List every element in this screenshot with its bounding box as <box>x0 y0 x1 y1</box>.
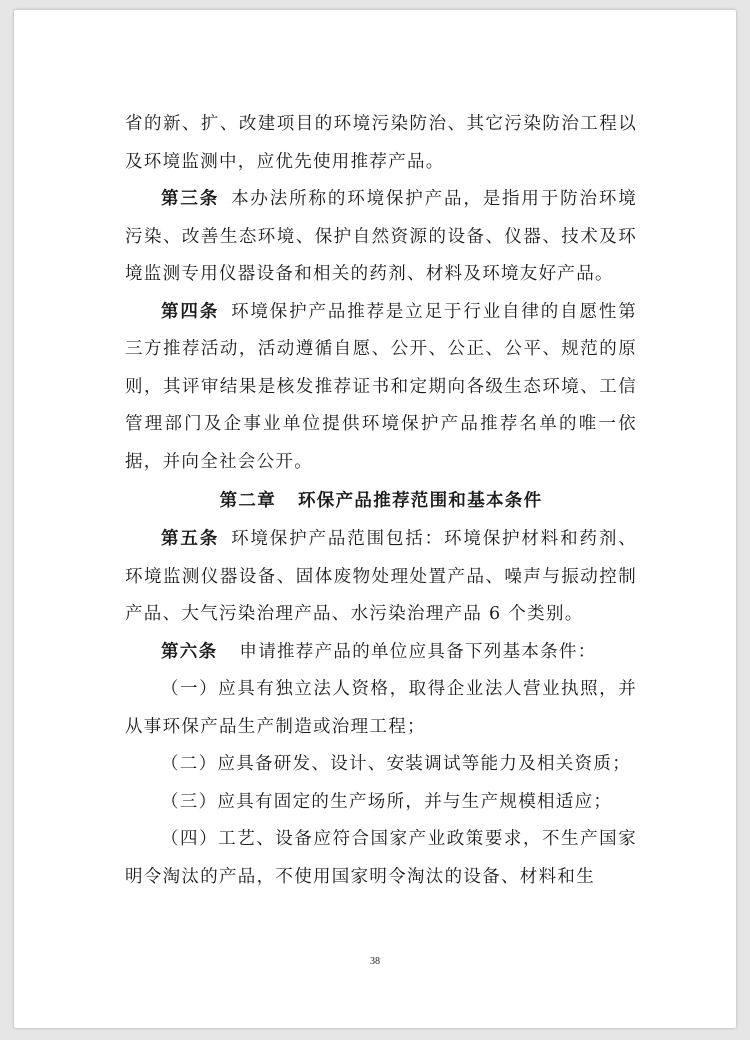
chapter-2-number: 第二章 <box>219 491 276 511</box>
article-3-paragraph <box>125 181 637 294</box>
article-4-text: 环境保护产品推荐是立足于行业自律的自愿性第三方推荐活动，活动遵循自愿、公开、公正、公平、规范的原则，其评审结果是核发推荐证书和定期向各级生态环境、工信管理部门及企事业单位提供环境保护产品推荐名单的唯一依据，并向全社会公开。 <box>125 301 637 472</box>
article-6-paragraph <box>125 634 637 672</box>
article-5-text: 环境保护产品范围包括：环境保护材料和药剂、环境监测仪器设备、固体废物处理处置产品、噪声与振动控制产品、大气污染治理产品、水污染治理产品 6 个类别。 <box>125 529 637 624</box>
article-6-text: 申请推荐产品的单位应具备下列基本条件： <box>239 641 597 662</box>
chapter-2-title: 环保产品推荐范围和基本条件 <box>298 491 543 511</box>
article-6-label: 第六条 <box>161 641 218 662</box>
article-6-item-3: （三）应具有固定的生产场所，并与生产规模相适应； <box>161 791 613 812</box>
article-4-paragraph <box>125 294 637 482</box>
article-4-label: 第四条 <box>161 301 220 322</box>
article-3-label: 第三条 <box>161 189 220 209</box>
chapter-2-heading <box>125 481 637 521</box>
article-6-item-2: （二）应具备研发、设计、安装调试等能力及相关资质； <box>161 754 631 774</box>
article-6-item-4: （四）工艺、设备应符合国家产业政策要求，不生产国家明令淘汰的产品，不使用国家明令淘汰的设备、材料和生 <box>125 829 637 887</box>
article-6-item-1: （一）应具有独立法人资格，取得企业法人营业执照，并从事环保产品生产制造或治理工程； <box>125 679 637 737</box>
intro-paragraph: 省的新、扩、改建项目的环境污染防治、其它污染防治工程以及环境监测中，应优先使用推荐产品。 <box>125 114 637 172</box>
page-content <box>125 106 637 896</box>
page-number: 38 <box>370 956 380 967</box>
article-3-text: 本办法所称的环境保护产品，是指用于防治环境污染、改善生态环境、保护自然资源的设备、仪器、技术及环境监测专用仪器设备和相关的药剂、材料及环境友好产品。 <box>125 189 637 284</box>
article-5-label: 第五条 <box>161 529 220 549</box>
article-5-paragraph <box>125 521 637 634</box>
document-page <box>14 10 736 1028</box>
